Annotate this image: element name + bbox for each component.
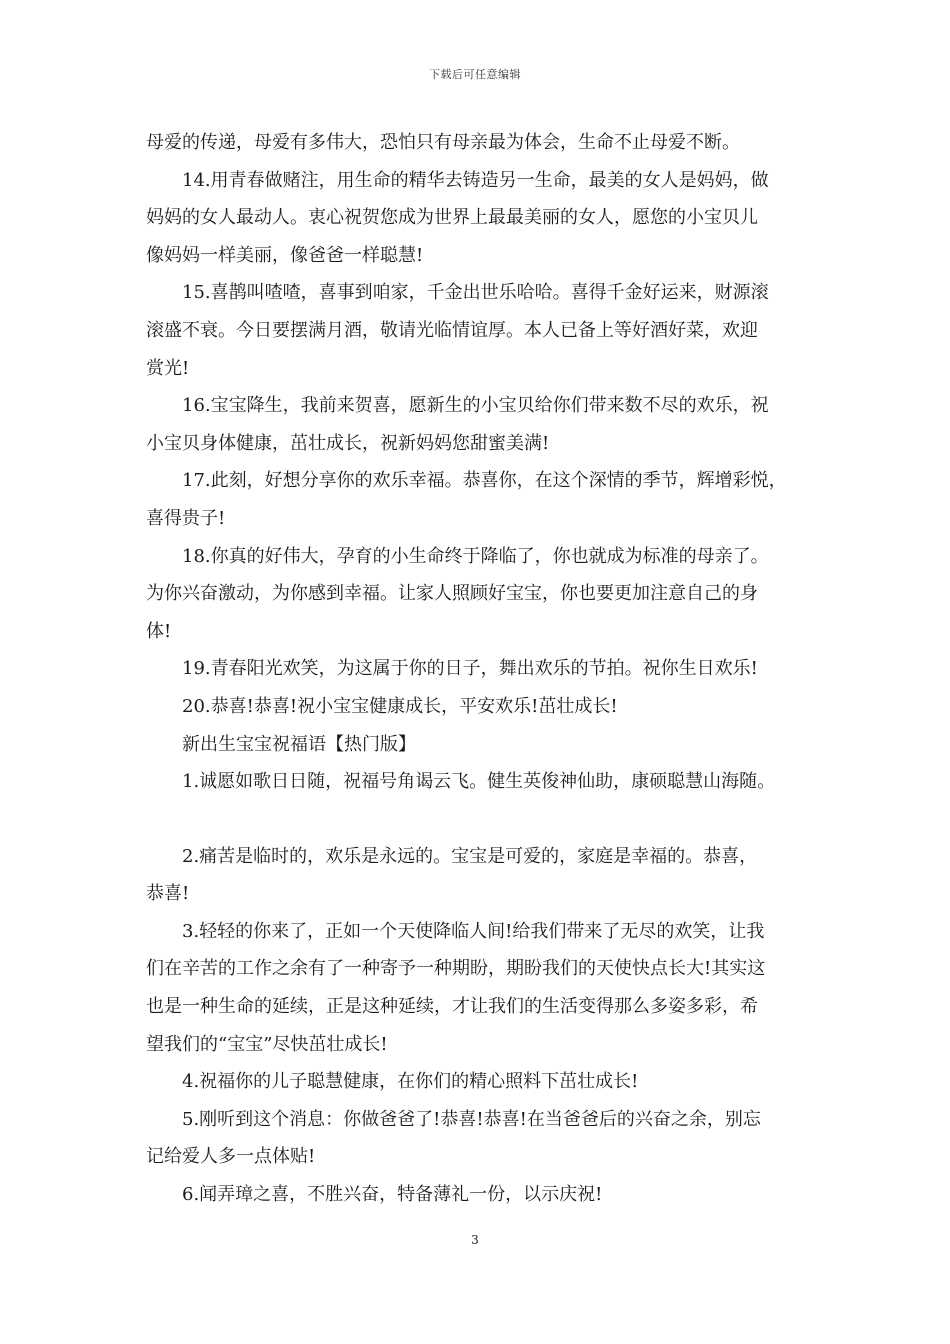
paragraph <box>146 462 822 537</box>
paragraph <box>146 763 822 801</box>
text-line: 喜得贵子! <box>146 507 226 529</box>
text-line: 体! <box>146 620 172 642</box>
paragraph <box>146 387 822 462</box>
text-line: 滚盛不衰。今日要摆满月酒，敬请光临情谊厚。本人已备上等好酒好菜，欢迎 <box>146 319 758 341</box>
text-line: 恭喜! <box>146 883 190 905</box>
paragraph <box>146 1063 822 1101</box>
text-line: 16.宝宝降生，我前来贺喜，愿新生的小宝贝给你们带来数不尽的欢乐，祝 <box>182 395 769 417</box>
text-line: 5.刚听到这个消息：你做爸爸了!恭喜!恭喜!在当爸爸后的兴奋之余，别忘 <box>182 1108 761 1130</box>
text-line: 6.闻弄璋之喜，不胜兴奋，特备薄礼一份，以示庆祝! <box>182 1184 603 1206</box>
paragraph <box>146 124 822 162</box>
text-line: 望我们的“宝宝”尽快茁壮成长! <box>146 1033 388 1055</box>
text-line: 15.喜鹊叫喳喳，喜事到咱家，千金出世乐哈哈。喜得千金好运来，财源滚 <box>182 282 769 304</box>
paragraph <box>146 650 822 688</box>
text-line: 14.用青春做赌注，用生命的精华去铸造另一生命，最美的女人是妈妈，做 <box>182 169 769 191</box>
page-header: 下载后可任意编辑 <box>429 68 521 81</box>
text-line: 记给爱人多一点体贴! <box>146 1146 316 1168</box>
text-line: 妈妈的女人最动人。衷心祝贺您成为世界上最最美丽的女人，愿您的小宝贝儿 <box>146 207 758 229</box>
text-line: 母爱的传递，母爱有多伟大，恐怕只有母亲最为体会，生命不止母爱不断。 <box>146 132 740 153</box>
document-body <box>146 124 822 1214</box>
paragraph-spacer <box>146 801 822 838</box>
text-line: 们在辛苦的工作之余有了一种寄予一种期盼，期盼我们的天使快点长大!其实这 <box>146 958 766 980</box>
paragraph <box>146 274 822 387</box>
paragraph <box>146 162 822 275</box>
text-line: 3.轻轻的你来了，正如一个天使降临人间!给我们带来了无尽的欢笑，让我 <box>182 920 765 942</box>
page-number: 3 <box>471 1233 479 1247</box>
paragraph <box>146 726 822 764</box>
text-line: 赏光! <box>146 357 190 379</box>
text-line: 2.痛苦是临时的，欢乐是永远的。宝宝是可爱的，家庭是幸福的。恭喜， <box>182 845 758 867</box>
text-line: 新出生宝宝祝福语【热门版】 <box>182 733 416 755</box>
text-line: 1.诚愿如歌日日随，祝福号角谒云飞。健生英俊神仙助，康硕聪慧山海随。 <box>182 771 776 793</box>
text-line: 17.此刻，好想分享你的欢乐幸福。恭喜你，在这个深情的季节，辉增彩悦， <box>182 470 787 492</box>
text-line: 小宝贝身体健康，茁壮成长，祝新妈妈您甜蜜美满! <box>146 432 550 454</box>
paragraph <box>146 838 822 913</box>
paragraph <box>146 688 822 726</box>
paragraph <box>146 538 822 651</box>
text-line: 19.青春阳光欢笑，为这属于你的日子，舞出欢乐的节拍。祝你生日欢乐! <box>182 658 758 680</box>
text-line: 18.你真的好伟大，孕育的小生命终于降临了，你也就成为标准的母亲了。 <box>182 545 769 567</box>
paragraph <box>146 1101 822 1176</box>
text-line: 20.恭喜!恭喜!祝小宝宝健康成长，平安欢乐!茁壮成长! <box>182 695 618 717</box>
text-line: 为你兴奋激动，为你感到幸福。让家人照顾好宝宝，你也要更加注意自己的身 <box>146 583 758 605</box>
paragraph <box>146 1176 822 1214</box>
text-line: 像妈妈一样美丽，像爸爸一样聪慧! <box>146 244 424 266</box>
text-line: 4.祝福你的儿子聪慧健康，在你们的精心照料下茁壮成长! <box>182 1071 639 1093</box>
paragraph <box>146 913 822 1063</box>
text-line: 也是一种生命的延续，正是这种延续，才让我们的生活变得那么多姿多彩，希 <box>146 996 758 1018</box>
